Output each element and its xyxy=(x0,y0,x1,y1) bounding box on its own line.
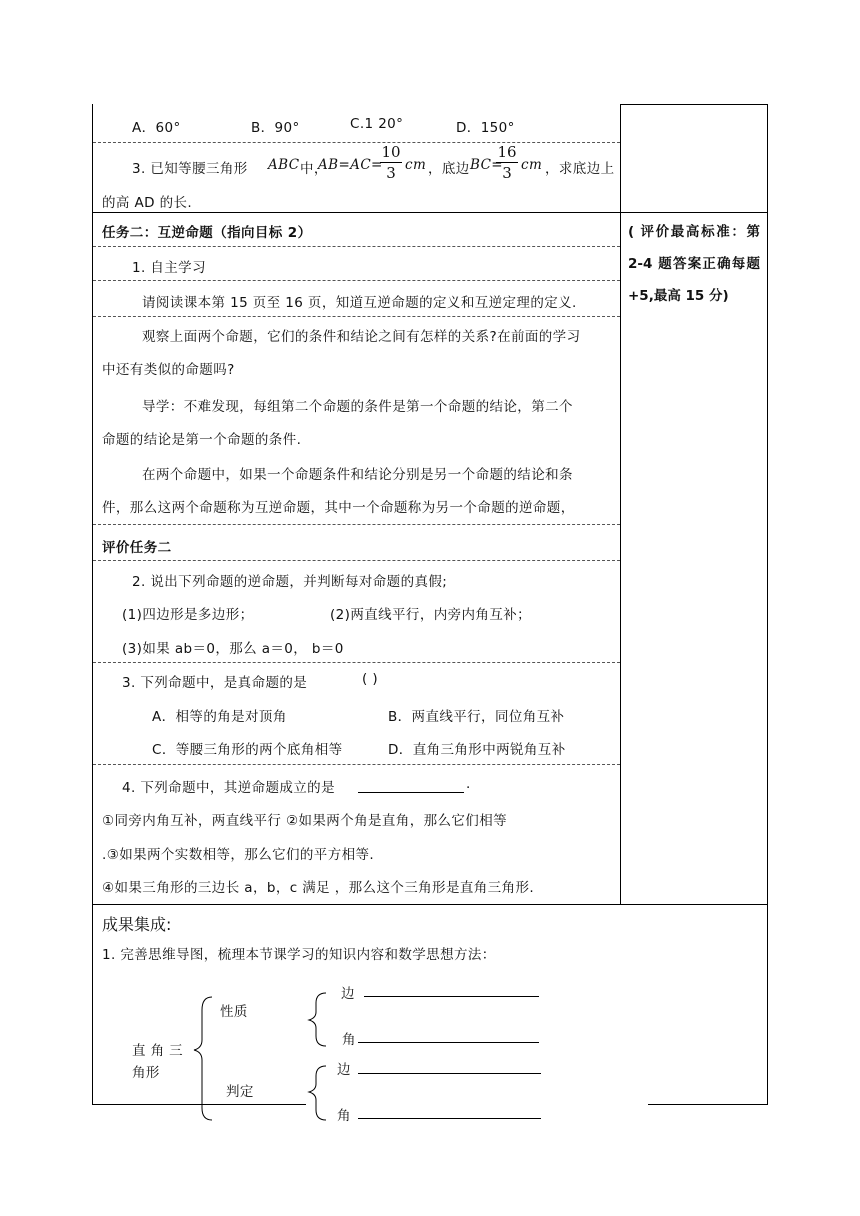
q3-frac1-num: 10 xyxy=(381,143,401,161)
results-title: 成果集成: xyxy=(102,915,172,934)
eval2-q4-end: . xyxy=(466,776,471,792)
q3-eq: AB=AC= xyxy=(318,157,383,173)
q3-mid1: 中， xyxy=(300,161,328,177)
q3-tail: ，求底边上 xyxy=(545,161,615,177)
eval2-q3-option-c: C．等腰三角形的两个底角相等 xyxy=(152,742,343,758)
q3-unit-2: cm xyxy=(521,157,543,173)
q3-prefix: 3. 已知等腰三角形 xyxy=(132,161,248,177)
q3-frac2-num: 16 xyxy=(497,143,517,161)
q3-mid2: ，底边 xyxy=(428,161,470,177)
mindmap-branch-property: 性质 xyxy=(220,1004,248,1020)
eval2-q4-item1: ①同旁内角互补，两直线平行 ②如果两个角是直角，那么它们相等 xyxy=(102,813,507,829)
eval2-title: 评价任务二 xyxy=(102,540,172,556)
eval2-q2-item1: (1)四边形是多边形； xyxy=(122,607,254,623)
mindmap-criterion-angle-label: 角 xyxy=(337,1108,351,1124)
task2-observe-1: 观察上面两个命题，它们的条件和结论之间有怎样的关系?在前面的学习 xyxy=(142,329,581,345)
task2-observe-2: 中还有类似的命题吗? xyxy=(102,362,235,378)
option-d: D．150° xyxy=(456,120,515,136)
task2-def-2: 件，那么这两个命题称为互逆命题，其中一个命题称为另一个命题的逆命题， xyxy=(102,500,575,516)
task2-self-study: 1. 自主学习 xyxy=(132,260,206,276)
task2-title: 任务二：互逆命题（指向目标 2） xyxy=(102,225,312,241)
evaluation-standard-note: ( 评价最高标准：第 2-4 题答案正确每题+5,最高 15 分) xyxy=(628,224,760,304)
mindmap-root-line1: 直 角 三 xyxy=(132,1043,184,1059)
task2-guide-1: 导学：不难发现，每组第二个命题的条件是第一个命题的结论，第二个 xyxy=(142,399,573,415)
eval2-q2: 2. 说出下列命题的逆命题，并判断每对命题的真假; xyxy=(132,574,448,590)
eval2-q3-paren: ( ) xyxy=(362,671,379,687)
mindmap-property-edge-label: 边 xyxy=(341,986,355,1002)
mindmap-root-line2: 角形 xyxy=(132,1065,160,1081)
option-c: C.1 20° xyxy=(350,116,404,132)
eval2-q3: 3. 下列命题中，是真命题的是 xyxy=(122,675,308,691)
eval2-q3-option-a: A．相等的角是对顶角 xyxy=(152,709,287,725)
mindmap-branch-criterion: 判定 xyxy=(226,1084,254,1100)
mindmap-criterion-edge-label: 边 xyxy=(337,1062,351,1078)
q3-bc: BC= xyxy=(470,157,504,173)
eval2-q4-item2: .③如果两个实数相等，那么它们的平方相等. xyxy=(102,847,375,863)
mindmap-property-angle-label: 角 xyxy=(342,1032,356,1048)
eval2-q2-item3: (3)如果 ab＝0，那么 a＝0， b＝0 xyxy=(122,641,344,657)
eval2-q4: 4. 下列命题中，其逆命题成立的是 xyxy=(122,780,335,796)
main-brace xyxy=(194,997,212,1120)
task2-def-1: 在两个命题中，如果一个命题条件和结论分别是另一个命题的结论和条 xyxy=(142,467,573,483)
eval2-q2-item2: (2)两直线平行，内旁内角互补； xyxy=(330,607,532,623)
option-b: B．90° xyxy=(251,120,300,136)
q3-frac2-den: 3 xyxy=(502,164,512,182)
q3-abc: ABC xyxy=(268,157,300,173)
option-a: A．60° xyxy=(132,120,181,136)
eval2-q4-item3: ④如果三角形的三边长 a，b，c 满足 ，那么这个三角形是直角三角形. xyxy=(102,880,535,896)
q3-line2: 的高 AD 的长. xyxy=(102,195,193,211)
criterion-brace xyxy=(309,1066,326,1120)
results-item1: 1. 完善思维导图，梳理本节课学习的知识内容和数学思想方法： xyxy=(102,947,496,963)
q3-unit-1: cm xyxy=(405,157,427,173)
eval2-q3-option-b: B．两直线平行，同位角互补 xyxy=(388,709,565,725)
eval2-q3-option-d: D．直角三角形中两锐角互补 xyxy=(388,742,566,758)
property-brace xyxy=(309,993,326,1046)
task2-read: 请阅读课本第 15 页至 16 页，知道互逆命题的定义和互逆定理的定义. xyxy=(142,295,577,311)
task2-guide-2: 命题的结论是第一个命题的条件. xyxy=(102,432,302,448)
q3-frac1-den: 3 xyxy=(386,164,396,182)
